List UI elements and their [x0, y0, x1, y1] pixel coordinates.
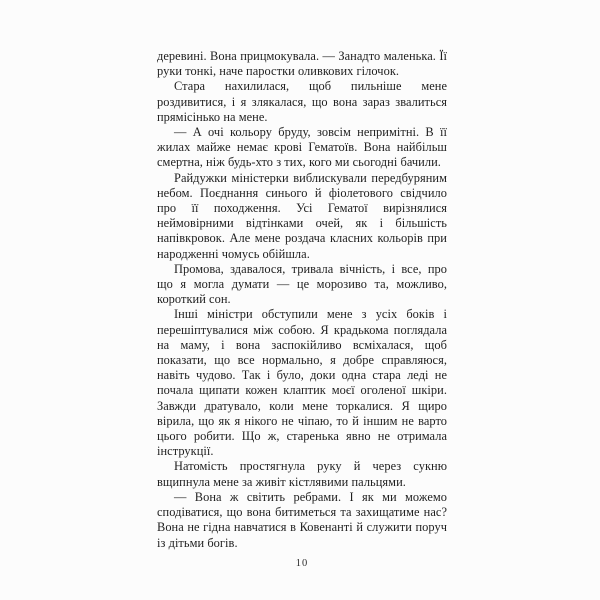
- paragraph-continuation: деревині. Вона прицмокувала. — Занадто маленька. Її руки тонкі, наче паростки оливкових гілочок.: [157, 49, 447, 79]
- paragraph: Стара нахилилася, щоб пильніше мене роздивитися, і я злякалася, що вона зараз звалиться прямісінько на мене.: [157, 79, 447, 124]
- page-text-block: [157, 49, 447, 551]
- paragraph: — А очі кольору бруду, зовсім непримітні. В її жилах майже немає крові Гематоїв. Вона найбільш смертна, ніж будь-хто з тих, кого ми сьогодні бачили.: [157, 125, 447, 170]
- paragraph: Інші міністри обступили мене з усіх боків і перешіптувалися між собою. Я крадькома поглядала на маму, і вона заспокійливо всміхалася, щоб показати, що все нормально, я добре справляюся, навіть чудово. Так і було, доки одна стара леді не почала щипати кожен клаптик моєї оголеної шкіри. Завжди дратувало, коли мене торкалися. Я щиро вірила, що як я нікого не чіпаю, то й іншим не варто цього робити. Що ж, старенька явно не отримала інструкції.: [157, 307, 447, 459]
- paragraph: — Вона ж світить ребрами. І як ми можемо сподіватися, що вона битиметься та захищатиме нас? Вона не гідна навчатися в Ковенанті й служити поруч із дітьми богів.: [157, 489, 447, 550]
- page-number: 10: [295, 558, 309, 569]
- paragraph: Райдужки міністерки виблискували передбуряним небом. Поєднання синього й фіолетового свідчило про її походження. Усі Гематої вирізнялися неймовірними відтінками очей, як і більшість напівкровок. Але мене роздача класних кольорів при народженні чомусь обійшла.: [157, 170, 447, 261]
- paragraph: Промова, здавалося, тривала вічність, і все, про що я могла думати — це морозиво та, можливо, короткий сон.: [157, 261, 447, 307]
- paragraph: Натомість простягнула руку й через сукню вщипнула мене за живіт кістлявими пальцями.: [157, 459, 447, 489]
